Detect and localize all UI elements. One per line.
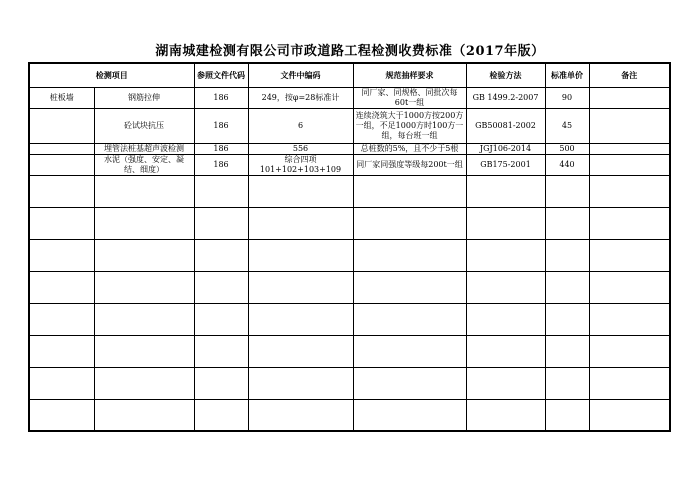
doc-code-cell: 综合四项101+102+103+109 [248,154,353,175]
item-cell: 砼试块抗压 [94,108,194,143]
ref-code-cell: 186 [194,87,248,108]
header-method: 检验方法 [466,63,545,87]
category-cell: 桩板墙 [29,87,94,108]
sampling-cell: 连续浇筑大于1000方按200方一组，不足1000方时100方一组，每台班一组 [353,108,466,143]
header-ref-code: 参照文件代码 [194,63,248,87]
sampling-cell: 同厂家同强度等级每200t一组 [353,154,466,175]
table-row [29,143,670,154]
remark-cell [589,87,670,108]
ref-code-cell: 186 [194,154,248,175]
price-cell: 45 [545,108,589,143]
sampling-cell: 总桩数的5%，且不少于5根 [353,143,466,154]
empty-row [29,207,670,239]
item-cell: 钢筋拉伸 [94,87,194,108]
category-cell [29,143,94,154]
header-row [29,63,670,87]
doc-code-cell: 249，按φ=28标准计 [248,87,353,108]
sampling-cell: 同厂家、同规格、同批次每60t一组 [353,87,466,108]
empty-row [29,399,670,431]
empty-row [29,367,670,399]
table-row [29,87,670,108]
category-cell [29,108,94,143]
header-remark: 备注 [589,63,670,87]
empty-row [29,335,670,367]
item-cell: 埋管法桩基超声波检测 [94,143,194,154]
header-sampling: 规范抽样要求 [353,63,466,87]
price-cell: 500 [545,143,589,154]
page-title: 湖南城建检测有限公司市政道路工程检测收费标准（2017年版） [155,44,545,59]
empty-row [29,239,670,271]
method-cell: GB175-2001 [466,154,545,175]
remark-cell [589,154,670,175]
remark-cell [589,108,670,143]
doc-code-cell: 556 [248,143,353,154]
remark-cell [589,143,670,154]
fee-table [28,62,671,432]
price-cell: 440 [545,154,589,175]
empty-row [29,175,670,207]
empty-row [29,303,670,335]
ref-code-cell: 186 [194,143,248,154]
category-cell [29,154,94,175]
header-item: 检测项目 [29,63,194,87]
method-cell: JGJ106-2014 [466,143,545,154]
method-cell: GB50081-2002 [466,108,545,143]
price-cell: 90 [545,87,589,108]
table-row [29,154,670,175]
header-doc-code: 文件中编码 [248,63,353,87]
method-cell: GB 1499.2-2007 [466,87,545,108]
item-cell: 水泥（强度、安定、凝结、细度） [94,154,194,175]
table-row [29,108,670,143]
doc-code-cell: 6 [248,108,353,143]
empty-row [29,271,670,303]
header-price: 标准单价 [545,63,589,87]
ref-code-cell: 186 [194,108,248,143]
